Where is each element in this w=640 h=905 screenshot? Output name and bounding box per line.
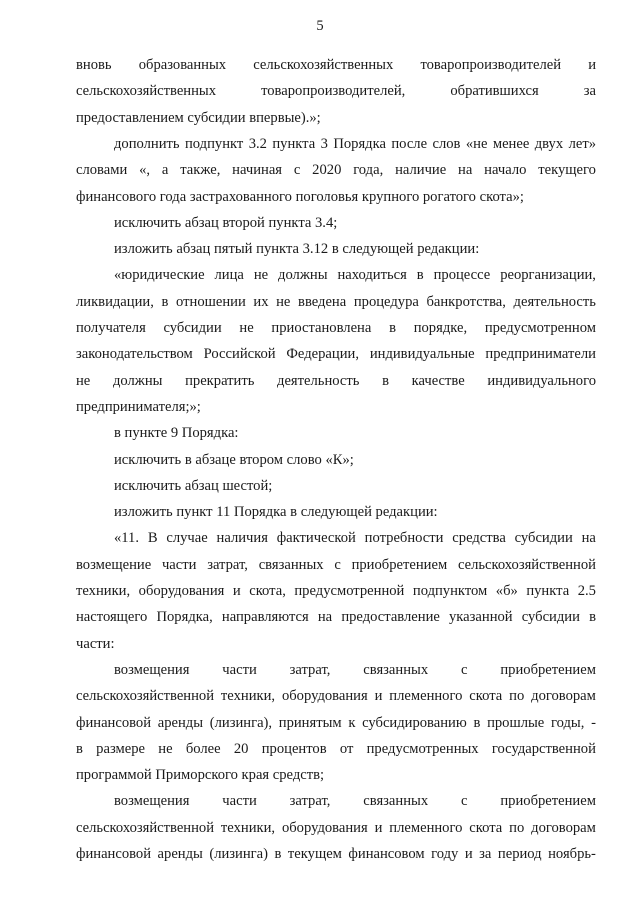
- text-line: сельскохозяйственной техники, оборудования и племенного скота по договорам: [76, 819, 596, 836]
- text-line: исключить абзац шестой;: [114, 477, 273, 494]
- text-line: возмещения части затрат, связанных с приобретением: [114, 661, 596, 678]
- text-line: исключить в абзаце втором слово «К»;: [114, 451, 354, 468]
- text-line: «юридические лица не должны находиться в процессе реорганизации,: [114, 267, 596, 284]
- text-line: исключить абзац второй пункта 3.4;: [114, 214, 338, 231]
- text-line: предпринимателя;»;: [76, 398, 201, 415]
- text-line: возмещение части затрат, связанных с приобретением сельскохозяйственной: [76, 556, 596, 573]
- text-line: «11. В случае наличия фактической потребности средства субсидии на: [114, 530, 596, 547]
- text-line: возмещения части затрат, связанных с приобретением: [114, 793, 596, 810]
- text-line: изложить абзац пятый пункта 3.12 в следующей редакции:: [114, 241, 480, 258]
- text-line: части:: [76, 635, 115, 652]
- text-line: сельскохозяйственных товаропроизводителей, обратившихся за: [76, 83, 596, 100]
- page-number: 5: [316, 18, 324, 34]
- text-line: предоставлением субсидии впервые).»;: [76, 109, 321, 126]
- text-line: вновь образованных сельскохозяйственных товаропроизводителей и: [76, 57, 596, 73]
- text-line: сельскохозяйственной техники, оборудования и племенного скота по договорам: [76, 688, 596, 705]
- text-line: финансовой аренды (лизинга), принятым к субсидированию в прошлые годы, -: [76, 714, 596, 731]
- text-line: финансовой аренды (лизинга) в текущем финансовом году и за период ноябрь-: [76, 846, 596, 862]
- text-line: законодательством Российской Федерации, индивидуальные предприниматели: [76, 346, 596, 363]
- text-line: финансового года застрахованного поголовья крупного рогатого скота»;: [76, 188, 524, 205]
- text-line: дополнить подпункт 3.2 пункта 3 Порядка после слов «не менее двух лет»: [114, 135, 596, 152]
- text-line: в пункте 9 Порядка:: [114, 425, 239, 442]
- text-line: словами «, а также, начиная с 2020 года, наличие на начало текущего: [76, 162, 596, 179]
- text-line: получателя субсидии не приостановлена в порядке, предусмотренном: [76, 320, 596, 336]
- text-line: изложить пункт 11 Порядка в следующей редакции:: [114, 504, 438, 521]
- text-line: техники, оборудования и скота, предусмотренной подпунктом «б» пункта 2.5: [76, 583, 596, 599]
- text-line: не должны прекратить деятельность в качестве индивидуального: [76, 372, 596, 389]
- text-line: ликвидации, в отношении их не введена процедура банкротства, деятельность: [76, 293, 596, 310]
- text-line: в размере не более 20 процентов от предусмотренных государственной: [76, 740, 596, 757]
- text-line: настоящего Порядка, направляются на предоставление указанной субсидии в: [76, 609, 596, 626]
- text-line: программой Приморского края средств;: [76, 767, 325, 784]
